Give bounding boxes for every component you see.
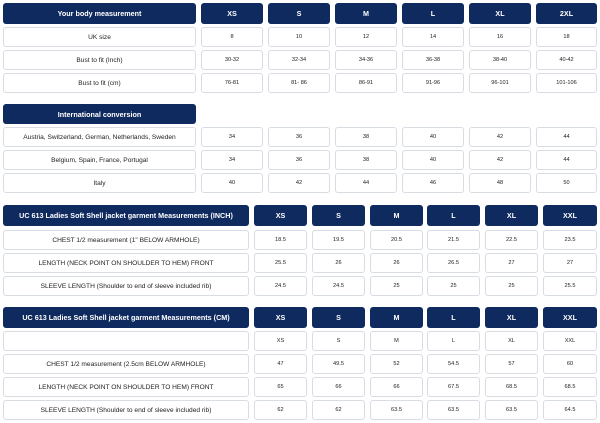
sleeve-inch-m: 25 (370, 276, 423, 296)
chest-cm-xs: 47 (254, 354, 307, 374)
intl-europe-north-m: 38 (335, 127, 397, 147)
chest-cm-m: 52 (370, 354, 423, 374)
sleeve-cm-xxl: 64.5 (543, 400, 597, 420)
bust-inch-2xl: 40-42 (536, 50, 597, 70)
sleeve-cm-s: 62 (312, 400, 365, 420)
intl-italy-xl: 48 (469, 173, 531, 193)
chest-inch-l: 21.5 (427, 230, 480, 250)
intl-italy-s: 42 (268, 173, 330, 193)
chest-cm-s: 49.5 (312, 354, 365, 374)
cm-size-header-xxl: XXL (543, 307, 597, 328)
row-label-bust-cm: Bust to fit (cm) (3, 73, 196, 93)
intl-europe-south-2xl: 44 (536, 150, 597, 170)
row-label-uk-size: UK size (3, 27, 196, 47)
bust-inch-l: 36-38 (402, 50, 464, 70)
chest-inch-m: 20.5 (370, 230, 423, 250)
row-label-chest-cm: CHEST 1/2 measurement (2.5cm BELOW ARMHOLE) (3, 354, 249, 374)
row-label-europe-south: Belgium, Spain, France, Portugal (3, 150, 196, 170)
chest-cm-xl: 57 (485, 354, 538, 374)
cm-size-xxl: XXL (543, 331, 597, 351)
length-inch-xl: 27 (485, 253, 538, 273)
intl-italy-2xl: 50 (536, 173, 597, 193)
size-header-xl: XL (469, 3, 531, 24)
bust-cm-xl: 96-101 (469, 73, 531, 93)
international-conversion-header: International conversion (3, 104, 196, 124)
chest-inch-xl: 22.5 (485, 230, 538, 250)
inch-size-header-m: M (370, 205, 423, 226)
length-cm-xxl: 68.5 (543, 377, 597, 397)
sleeve-inch-s: 24.5 (312, 276, 365, 296)
inch-size-header-l: L (427, 205, 480, 226)
row-label-length-cm: LENGTH (NECK POINT ON SHOULDER TO HEM) FRONT (3, 377, 249, 397)
row-label-cm-sizes (3, 331, 249, 351)
chest-inch-xs: 18.5 (254, 230, 307, 250)
bust-cm-xs: 76-81 (201, 73, 263, 93)
intl-europe-north-xs: 34 (201, 127, 263, 147)
chest-inch-xxl: 23.5 (543, 230, 597, 250)
length-inch-xxl: 27 (543, 253, 597, 273)
row-label-italy: Italy (3, 173, 196, 193)
length-cm-m: 66 (370, 377, 423, 397)
bust-cm-2xl: 101-106 (536, 73, 597, 93)
intl-europe-north-xl: 42 (469, 127, 531, 147)
chest-inch-s: 19.5 (312, 230, 365, 250)
cm-size-xs: XS (254, 331, 307, 351)
intl-europe-south-l: 40 (402, 150, 464, 170)
uk-size-s: 10 (268, 27, 330, 47)
intl-italy-xs: 40 (201, 173, 263, 193)
chest-cm-xxl: 60 (543, 354, 597, 374)
uk-size-m: 12 (335, 27, 397, 47)
size-header-l: L (402, 3, 464, 24)
bust-inch-m: 34-36 (335, 50, 397, 70)
sleeve-cm-m: 63.5 (370, 400, 423, 420)
row-label-sleeve-inch: SLEEVE LENGTH (Shoulder to end of sleeve included rib) (3, 276, 249, 296)
cm-size-header-l: L (427, 307, 480, 328)
bust-inch-xs: 30-32 (201, 50, 263, 70)
uk-size-2xl: 18 (536, 27, 597, 47)
inch-size-header-xs: XS (254, 205, 307, 226)
cm-size-header-xs: XS (254, 307, 307, 328)
intl-europe-south-xl: 42 (469, 150, 531, 170)
uk-size-xs: 8 (201, 27, 263, 47)
cm-size-l: L (427, 331, 480, 351)
sleeve-inch-xs: 24.5 (254, 276, 307, 296)
intl-europe-south-xs: 34 (201, 150, 263, 170)
body-measurement-header: Your body measurement (3, 3, 196, 24)
row-label-length-inch: LENGTH (NECK POINT ON SHOULDER TO HEM) FRONT (3, 253, 249, 273)
row-label-sleeve-cm: SLEEVE LENGTH (Shoulder to end of sleeve included rib) (3, 400, 249, 420)
length-inch-m: 26 (370, 253, 423, 273)
intl-europe-north-s: 36 (268, 127, 330, 147)
inch-size-header-s: S (312, 205, 365, 226)
length-inch-xs: 25.5 (254, 253, 307, 273)
intl-italy-m: 44 (335, 173, 397, 193)
intl-europe-south-m: 38 (335, 150, 397, 170)
sleeve-inch-xxl: 25.5 (543, 276, 597, 296)
length-inch-s: 26 (312, 253, 365, 273)
inch-size-header-xxl: XXL (543, 205, 597, 226)
uk-size-l: 14 (402, 27, 464, 47)
length-cm-xs: 65 (254, 377, 307, 397)
cm-size-header-s: S (312, 307, 365, 328)
sleeve-cm-xl: 63.5 (485, 400, 538, 420)
cm-size-header-xl: XL (485, 307, 538, 328)
chest-cm-l: 54.5 (427, 354, 480, 374)
bust-cm-m: 86-91 (335, 73, 397, 93)
size-header-m: M (335, 3, 397, 24)
intl-europe-north-2xl: 44 (536, 127, 597, 147)
sleeve-inch-l: 25 (427, 276, 480, 296)
intl-europe-south-s: 36 (268, 150, 330, 170)
inch-size-header-xl: XL (485, 205, 538, 226)
length-cm-xl: 68.5 (485, 377, 538, 397)
cm-size-s: S (312, 331, 365, 351)
garment-cm-header: UC 613 Ladies Soft Shell jacket garment Measurements (CM) (3, 307, 249, 328)
garment-inch-header: UC 613 Ladies Soft Shell jacket garment Measurements (INCH) (3, 205, 249, 226)
intl-europe-north-l: 40 (402, 127, 464, 147)
length-inch-l: 26.5 (427, 253, 480, 273)
sleeve-cm-xs: 62 (254, 400, 307, 420)
length-cm-s: 66 (312, 377, 365, 397)
bust-cm-s: 81- 86 (268, 73, 330, 93)
row-label-bust-inch: Bust to fit (Inch) (3, 50, 196, 70)
cm-size-header-m: M (370, 307, 423, 328)
size-header-2xl: 2XL (536, 3, 597, 24)
row-label-europe-north: Austria, Switzerland, German, Netherlands, Sweden (3, 127, 196, 147)
length-cm-l: 67.5 (427, 377, 480, 397)
size-header-s: S (268, 3, 330, 24)
bust-inch-s: 32-34 (268, 50, 330, 70)
cm-size-xl: XL (485, 331, 538, 351)
sleeve-inch-xl: 25 (485, 276, 538, 296)
row-label-chest-inch: CHEST 1/2 measurement (1" BELOW ARMHOLE) (3, 230, 249, 250)
uk-size-xl: 16 (469, 27, 531, 47)
intl-italy-l: 46 (402, 173, 464, 193)
size-header-xs: XS (201, 3, 263, 24)
cm-size-m: M (370, 331, 423, 351)
bust-cm-l: 91-96 (402, 73, 464, 93)
bust-inch-xl: 38-40 (469, 50, 531, 70)
sleeve-cm-l: 63.5 (427, 400, 480, 420)
